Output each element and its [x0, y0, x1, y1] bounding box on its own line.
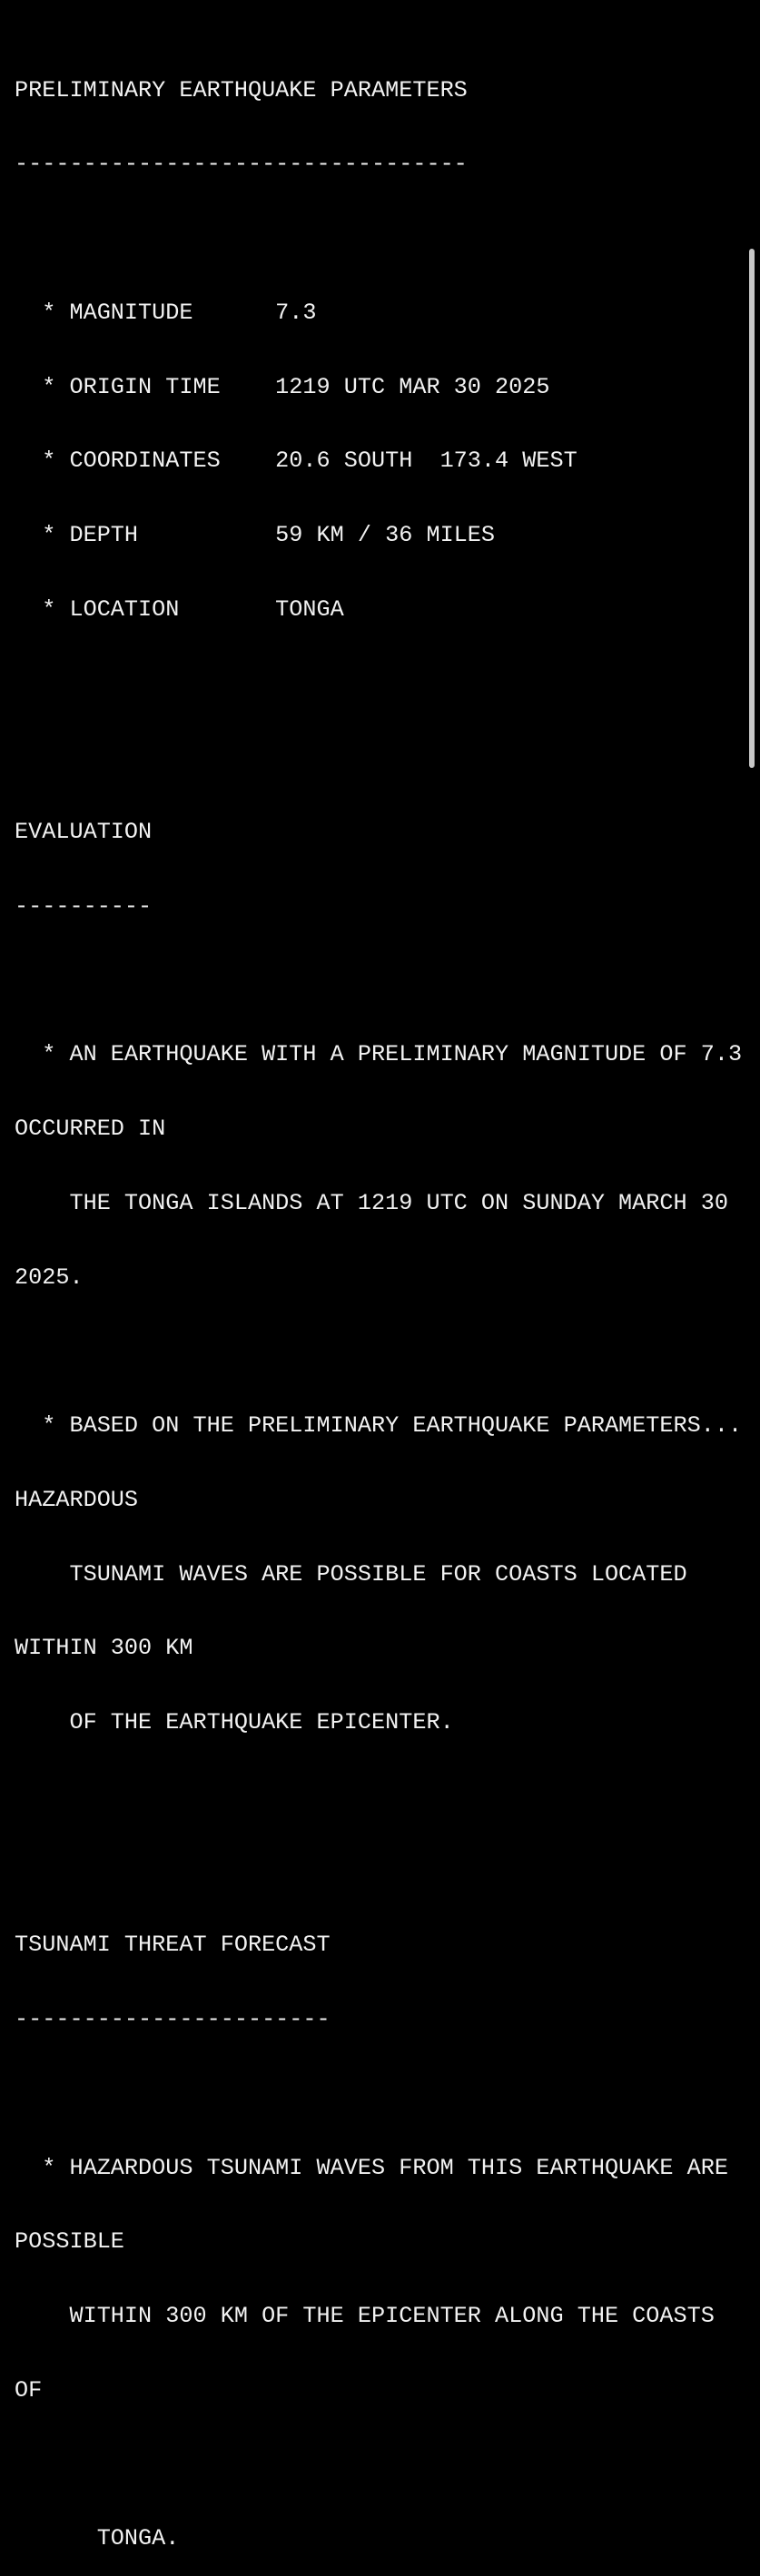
depth-line: * DEPTH 59 KM / 36 MILES — [15, 522, 496, 548]
blank-line — [15, 968, 750, 993]
section-heading-threat-forecast: TSUNAMI THREAT FORECAST — [15, 1932, 331, 1959]
blank-line — [15, 1859, 750, 1883]
forecast-text-line: POSSIBLE — [15, 2228, 124, 2256]
blank-line — [15, 1785, 750, 1809]
forecast-text-line: OF — [15, 2376, 43, 2404]
blank-line — [15, 672, 750, 696]
bulletin-text — [15, 28, 750, 2576]
heading-underline: --------------------------------- — [15, 151, 468, 178]
coordinates-line: * COORDINATES 20.6 SOUTH 173.4 WEST — [15, 447, 577, 475]
evaluation-text-line: HAZARDOUS — [15, 1486, 139, 1513]
forecast-location-line: TONGA. — [15, 2525, 180, 2552]
blank-line — [15, 2453, 750, 2477]
evaluation-text-line: OF THE EARTHQUAKE EPICENTER. — [15, 1709, 454, 1735]
evaluation-text-line: * BASED ON THE PRELIMINARY EARTHQUAKE PARAMETERS... — [15, 1412, 743, 1439]
heading-underline: ----------------------- — [15, 2006, 331, 2032]
blank-line — [15, 226, 750, 251]
forecast-text-line: * HAZARDOUS TSUNAMI WAVES FROM THIS EARTHQUAKE ARE — [15, 2154, 728, 2181]
evaluation-text-line: THE TONGA ISLANDS AT 1219 UTC ON SUNDAY MARCH 30 — [15, 1189, 728, 1216]
evaluation-text-line: WITHIN 300 KM — [15, 1635, 193, 1662]
evaluation-text-line: OCCURRED IN — [15, 1116, 166, 1142]
location-line: * LOCATION TONGA — [15, 595, 344, 623]
magnitude-line: * MAGNITUDE 7.3 — [15, 299, 317, 326]
blank-line — [15, 2081, 750, 2106]
section-heading-parameters: PRELIMINARY EARTHQUAKE PARAMETERS — [15, 76, 468, 103]
section-heading-evaluation: EVALUATION — [15, 819, 153, 845]
vertical-scrollbar-thumb[interactable] — [749, 249, 755, 768]
evaluation-text-line: * AN EARTHQUAKE WITH A PRELIMINARY MAGNITUDE OF 7.3 — [15, 1041, 743, 1068]
blank-line — [15, 745, 750, 770]
evaluation-text-line: TSUNAMI WAVES ARE POSSIBLE FOR COASTS LOCATED — [15, 1560, 687, 1588]
heading-underline: ---------- — [15, 892, 153, 919]
blank-line — [15, 1339, 750, 1363]
origin-time-line: * ORIGIN TIME 1219 UTC MAR 30 2025 — [15, 373, 550, 400]
forecast-text-line: WITHIN 300 KM OF THE EPICENTER ALONG THE COASTS — [15, 2303, 715, 2329]
evaluation-text-line: 2025. — [15, 1263, 84, 1291]
